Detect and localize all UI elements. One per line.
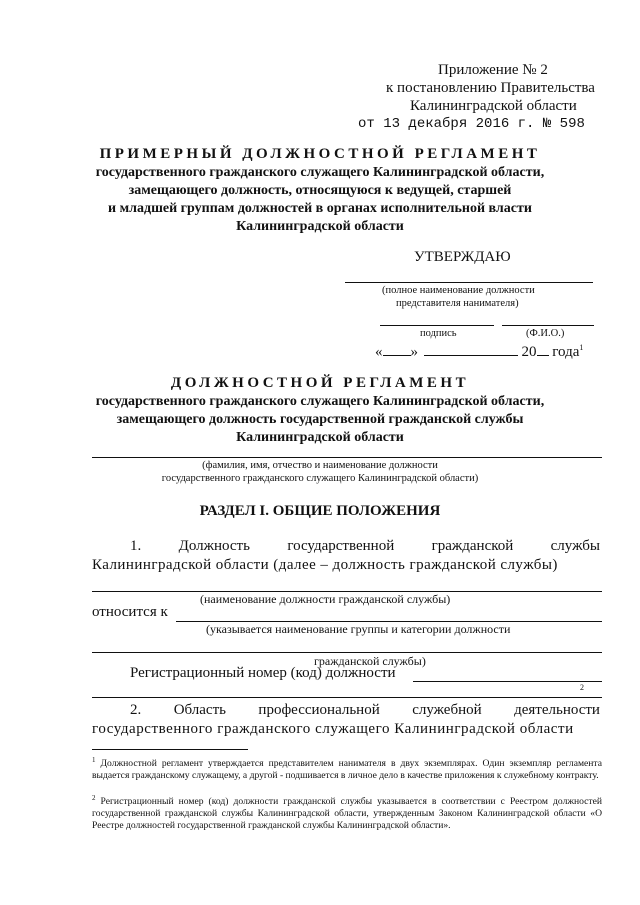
paragraph-2-line-2: государственного гражданского служащего Калининградской области bbox=[92, 721, 574, 737]
registration-line-2 bbox=[92, 697, 602, 698]
registration-footnote-mark: 2 bbox=[580, 683, 584, 692]
footnote-2: $^2$ Регистрационный номер (код) должности гражданской службы указывается в соответствии с Реестром должностей государственной гражданской службы Калининградской области, утвержденным Законом Калининградской области «О Реестре должностей государственной гражданской службы Калининградской области». bbox=[92, 794, 602, 832]
footnote-separator bbox=[92, 749, 248, 750]
approver-position-hint: (полное наименование должности bbox=[382, 285, 535, 296]
fio-label: (Ф.И.О.) bbox=[526, 328, 565, 339]
position-name-hint: (наименование должности гражданской службы) bbox=[200, 592, 451, 606]
group-category-hint-2: гражданской службы) bbox=[314, 654, 426, 668]
reglament-line-1: государственного гражданского служащего Калининградской области, bbox=[95, 394, 545, 409]
title-line-3: и младшей группам должностей в органах исполнительной власти bbox=[108, 201, 532, 216]
section-title: РАЗДЕЛ I. ОБЩИЕ ПОЛОЖЕНИЯ bbox=[199, 503, 441, 519]
employee-name-line bbox=[92, 457, 602, 458]
footnote-1: $^1$ Должностной регламент утверждается представителем нанимателя в двух экземплярах. Один экземпляр регламента выдается гражданскому служащему, а другой - подшивается в личное дело в качестве приложения к служебному контракту. bbox=[92, 756, 602, 782]
document-title: ПРИМЕРНЫЙ ДОЛЖНОСТНОЙ РЕГЛАМЕНТ bbox=[99, 146, 541, 162]
reglament-title: ДОЛЖНОСТНОЙ РЕГЛАМЕНТ bbox=[170, 375, 470, 391]
approve-word: УТВЕРЖДАЮ bbox=[414, 249, 511, 265]
registration-line bbox=[413, 681, 602, 682]
paragraph-2-line-1: 2. Область профессиональной служебной деятельности bbox=[130, 702, 600, 718]
appendix-decree: к постановлению Правительства bbox=[386, 80, 595, 96]
signature-line bbox=[380, 325, 494, 326]
employee-name-hint-2: государственного гражданского служащего Калининградской области) bbox=[161, 473, 479, 484]
reglament-line-3: Калининградской области bbox=[236, 430, 404, 445]
fio-line bbox=[502, 325, 594, 326]
relates-label: относится к bbox=[92, 604, 168, 620]
title-line-4: Калининградской области bbox=[236, 219, 404, 234]
decree-date: от 13 декабря 2016 г. № 598 bbox=[358, 116, 585, 132]
title-line-1: государственного гражданского служащего Калининградской области, bbox=[95, 165, 545, 180]
approver-position-line bbox=[345, 282, 593, 283]
approval-date: « » 20 года$^1$ bbox=[375, 343, 584, 360]
group-category-line-2 bbox=[92, 652, 602, 653]
signature-label: подпись bbox=[420, 328, 457, 339]
group-category-hint: (указывается наименование группы и категории должности bbox=[206, 622, 511, 636]
approver-position-hint-2: представителя нанимателя) bbox=[396, 298, 519, 309]
reglament-line-2: замещающего должность государственной гражданской службы bbox=[116, 412, 524, 427]
title-line-2: замещающего должность, относящуюся к ведущей, старшей bbox=[128, 183, 512, 198]
paragraph-1-line-1: 1. Должность государственной гражданской службы bbox=[130, 538, 600, 554]
appendix-region: Калининградской области bbox=[410, 98, 577, 114]
registration-label: Регистрационный номер (код) должности bbox=[130, 665, 396, 681]
employee-name-hint: (фамилия, имя, отчество и наименование должности bbox=[202, 460, 438, 471]
paragraph-1-line-2: Калининградской области (далее – должность гражданской службы) bbox=[92, 557, 558, 573]
appendix-number: Приложение № 2 bbox=[438, 62, 548, 78]
